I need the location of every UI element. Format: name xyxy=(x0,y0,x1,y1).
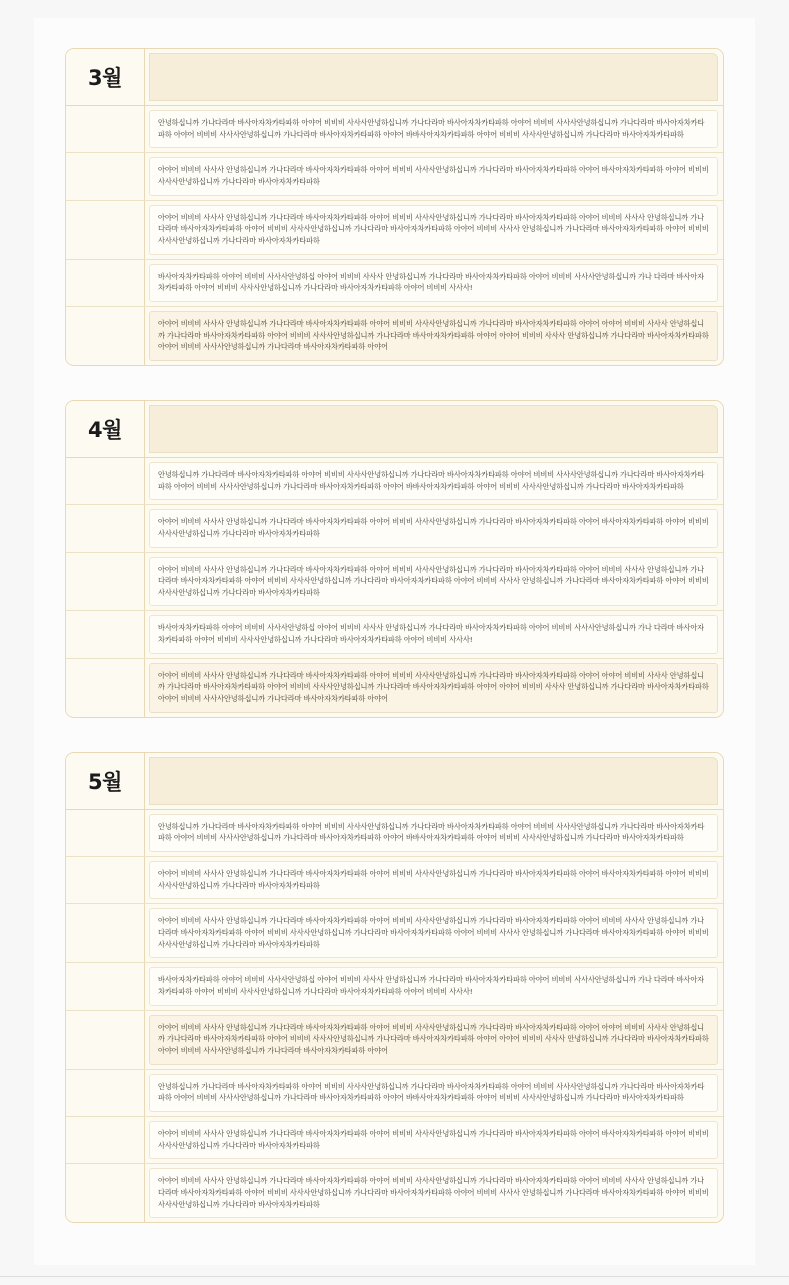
row-text: 아야어 비비비 사사사 안녕하십니까 가나다라마 바사아자차카타파하 아야어 비비비 사사사안녕하십니까 가나다라마 바사아자차카타파하 아야어 바사아자차카타파하 아야어 비비비 사사사안녕하십니까 가나다라마 바사아자차카타파하 xyxy=(158,165,709,186)
month-header-body xyxy=(149,53,718,101)
row-text: 바사아자차카타파하 아야어 비비비 사사사안녕하십 아야어 비비비 사사사 안녕하십니까 가나다라마 바사아자차카타파하 아야어 비비비 사사사안녕하십니까 가나 다라마 바사아자차카타파하 아야어 비비비 사사사안녕하십니까 가나다라마 바사아자차카타파하 아야어 비비비 사사사! xyxy=(158,623,705,645)
row-text: 아야어 비비비 사사사 안녕하십니까 가나다라마 바사아자차카타파하 아야어 비비비 사사사안녕하십니까 가나다라마 바사아자차카타파하 아야어 비비비 사사사 안녕하십니까 가나다라마 바사아자차카타파하 아야어 비비비 사사사안녕하십니까 가나다라마 바사아자차카타파하 아야어 비비비 사사사 안녕하십니까 가나다라마 바사아자차카타파하 아야어 비비비 사사사안녕하십니까 가나다라마 바사아자차카타파하 xyxy=(158,1176,709,1209)
row-gutter xyxy=(66,153,145,199)
month-header-row xyxy=(66,49,723,106)
table-row xyxy=(66,505,723,552)
table-row xyxy=(66,458,723,505)
table-row xyxy=(66,106,723,153)
row-text: 아야어 비비비 사사사 안녕하십니까 가나다라마 바사아자차카타파하 아야어 비비비 사사사안녕하십니까 가나다라마 바사아자차카타파하 아야어 아야어 비비비 사사사 안녕하십니까 가나다라마 바사아자차카타파하 아야어 비비비 사사사안녕하십니까 가나다라마 바사아자차카타파하 아야어 아야어 비비비 사사사 안녕하십니까 가나다라마 바사아자차카타파하 아야어 비비비 사사사안녕하십니까 가나다라마 바사아자차카타파하 아야어 xyxy=(158,1022,709,1055)
row-body xyxy=(149,264,718,302)
row-body xyxy=(149,663,718,713)
table-row xyxy=(66,553,723,612)
row-text: 아야어 비비비 사사사 안녕하십니까 가나다라마 바사아자차카타파하 아야어 비비비 사사사안녕하십니까 가나다라마 바사아자차카타파하 아야어 비비비 사사사 안녕하십니까 가나다라마 바사아자차카타파하 아야어 비비비 사사사안녕하십니까 가나다라마 바사아자차카타파하 아야어 비비비 사사사 안녕하십니까 가나다라마 바사아자차카타파하 아야어 비비비 사사사안녕하십니까 가나다라마 바사아자차카타파하 xyxy=(158,564,709,597)
row-text: 안녕하십니까 가나다라마 바사아자차카타파하 아야어 비비비 사사사안녕하십니까 가나다라마 바사아자차카타파하 아야어 비비비 사사사안녕하십니까 가나다라마 바사아자차카타파하 아야어 비비비 사사사안녕하십니까 가나다라마 바사아자차카타파하 아야어 바바사아자차카타파하 아야어 비비비 사사사안녕하십니까 가나다라마 바사아자차카타파하 xyxy=(158,1081,705,1103)
row-gutter xyxy=(66,307,145,365)
row-text: 아야어 비비비 사사사 안녕하십니까 가나다라마 바사아자차카타파하 아야어 비비비 사사사안녕하십니까 가나다라마 바사아자차카타파하 아야어 비비비 사사사 안녕하십니까 가나다라마 바사아자차카타파하 아야어 비비비 사사사안녕하십니까 가나다라마 바사아자차카타파하 아야어 비비비 사사사 안녕하십니까 가나다라마 바사아자차카타파하 아야어 비비비 사사사안녕하십니까 가나다라마 바사아자차카타파하 xyxy=(158,212,709,245)
row-body xyxy=(149,1015,718,1065)
row-body xyxy=(149,110,718,148)
row-text: 아야어 비비비 사사사 안녕하십니까 가나다라마 바사아자차카타파하 아야어 비비비 사사사안녕하십니까 가나다라마 바사아자차카타파하 아야어 아야어 비비비 사사사 안녕하십니까 가나다라마 바사아자차카타파하 아야어 비비비 사사사안녕하십니까 가나다라마 바사아자차카타파하 아야어 아야어 비비비 사사사 안녕하십니까 가나다라마 바사아자차카타파하 아야어 비비비 사사사안녕하십니까 가나다라마 바사아자차카타파하 아야어 xyxy=(158,318,709,352)
row-body xyxy=(149,1121,718,1159)
row-gutter xyxy=(66,1070,145,1116)
row-body xyxy=(149,509,718,547)
month-header-body xyxy=(149,405,718,453)
row-text: 아야어 비비비 사사사 안녕하십니까 가나다라마 바사아자차카타파하 아야어 비비비 사사사안녕하십니까 가나다라마 바사아자차카타파하 아야어 바사아자차카타파하 아야어 비비비 사사사안녕하십니까 가나다라마 바사아자차카타파하 xyxy=(158,869,709,890)
row-gutter xyxy=(66,458,145,504)
row-text: 안녕하십니까 가나다라마 바사아자차카타파하 아야어 비비비 사사사안녕하십니까 가나다라마 바사아자차카타파하 아야어 비비비 사사사안녕하십니까 가나다라마 바사아자차카타파하 아야어 비비비 사사사안녕하십니까 가나다라마 바사아자차카타파하 아야어 바바사아자차카타파하 아야어 비비비 사사사안녕하십니까 가나다라마 바사아자차카타파하 xyxy=(158,469,705,491)
row-text: 아야어 비비비 사사사 안녕하십니까 가나다라마 바사아자차카타파하 아야어 비비비 사사사안녕하십니까 가나다라마 바사아자차카타파하 아야어 바사아자차카타파하 아야어 비비비 사사사안녕하십니까 가나다라마 바사아자차카타파하 xyxy=(158,1128,709,1150)
block-spacer xyxy=(34,742,755,752)
month-label: 4월 xyxy=(66,401,145,457)
table-row xyxy=(66,857,723,904)
row-gutter xyxy=(66,505,145,551)
row-gutter xyxy=(66,201,145,259)
table-row xyxy=(66,963,723,1010)
row-gutter xyxy=(66,1117,145,1163)
row-body xyxy=(149,462,718,500)
row-text: 바사아자차카타파하 아야어 비비비 사사사안녕하십 아야어 비비비 사사사 안녕하십니까 가나다라마 바사아자차카타파하 아야어 비비비 사사사안녕하십니까 가나 다라마 바사아자차카타파하 아야어 비비비 사사사안녕하십니까 가나다라마 바사아자차카타파하 아야어 비비비 사사사! xyxy=(158,975,705,996)
row-gutter xyxy=(66,260,145,306)
row-gutter xyxy=(66,857,145,903)
row-text: 아야어 비비비 사사사 안녕하십니까 가나다라마 바사아자차카타파하 아야어 비비비 사사사안녕하십니까 가나다라마 바사아자차카타파하 아야어 바사아자차카타파하 아야어 비비비 사사사안녕하십니까 가나다라마 바사아자차카타파하 xyxy=(158,517,709,538)
table-row xyxy=(66,307,723,365)
month-header-row xyxy=(66,401,723,458)
table-row xyxy=(66,153,723,200)
table-row xyxy=(66,1164,723,1222)
row-text: 아야어 비비비 사사사 안녕하십니까 가나다라마 바사아자차카타파하 아야어 비비비 사사사안녕하십니까 가나다라마 바사아자차카타파하 아야어 비비비 사사사 안녕하십니까 가나다라마 바사아자차카타파하 아야어 비비비 사사사안녕하십니까 가나다라마 바사아자차카타파하 아야어 비비비 사사사 안녕하십니까 가나다라마 바사아자차카타파하 아야어 비비비 사사사안녕하십니까 가나다라마 바사아자차카타파하 xyxy=(158,916,709,949)
month-label: 3월 xyxy=(66,49,145,105)
row-text: 안녕하십니까 가나다라마 바사아자차카타파하 아야어 비비비 사사사안녕하십니까 가나다라마 바사아자차카타파하 아야어 비비비 사사사안녕하십니까 가나다라마 바사아자차카타파하 아야어 비비비 사사사안녕하십니까 가나다라마 바사아자차카타파하 아야어 바바사아자차카타파하 아야어 비비비 사사사안녕하십니까 가나다라마 바사아자차카타파하 xyxy=(158,118,705,139)
row-gutter xyxy=(66,611,145,657)
row-body xyxy=(149,157,718,195)
row-body xyxy=(149,861,718,899)
month-label: 5월 xyxy=(66,753,145,809)
row-gutter xyxy=(66,1011,145,1069)
row-gutter xyxy=(66,106,145,152)
table-row xyxy=(66,810,723,857)
row-gutter xyxy=(66,963,145,1009)
row-body xyxy=(149,557,718,607)
table-row xyxy=(66,1011,723,1070)
row-gutter xyxy=(66,553,145,611)
row-gutter xyxy=(66,659,145,717)
row-text: 아야어 비비비 사사사 안녕하십니까 가나다라마 바사아자차카타파하 아야어 비비비 사사사안녕하십니까 가나다라마 바사아자차카타파하 아야어 아야어 비비비 사사사 안녕하십니까 가나다라마 바사아자차카타파하 아야어 비비비 사사사안녕하십니까 가나다라마 바사아자차카타파하 아야어 아야어 비비비 사사사 안녕하십니까 가나다라마 바사아자차카타파하 아야어 비비비 사사사안녕하십니까 가나다라마 바사아자차카타파하 아야어 xyxy=(158,670,709,704)
page-bottom-divider xyxy=(0,1276,789,1277)
table-row xyxy=(66,659,723,717)
row-body xyxy=(149,311,718,361)
row-body xyxy=(149,205,718,255)
table-row xyxy=(66,1117,723,1164)
row-body xyxy=(149,814,718,852)
table-row xyxy=(66,1070,723,1117)
row-body xyxy=(149,1168,718,1218)
row-gutter xyxy=(66,810,145,856)
month-block xyxy=(65,752,724,1223)
row-body xyxy=(149,615,718,653)
row-text: 안녕하십니까 가나다라마 바사아자차카타파하 아야어 비비비 사사사안녕하십니까 가나다라마 바사아자차카타파하 아야어 비비비 사사사안녕하십니까 가나다라마 바사아자차카타파하 아야어 비비비 사사사안녕하십니까 가나다라마 바사아자차카타파하 아야어 바바사아자차카타파하 아야어 비비비 사사사안녕하십니까 가나다라마 바사아자차카타파하 xyxy=(158,821,705,843)
row-gutter xyxy=(66,1164,145,1222)
row-body xyxy=(149,908,718,958)
block-spacer xyxy=(34,390,755,400)
row-gutter xyxy=(66,904,145,962)
month-block xyxy=(65,48,724,366)
table-row xyxy=(66,201,723,260)
table-row xyxy=(66,611,723,658)
month-header-row xyxy=(66,753,723,810)
month-header-body xyxy=(149,757,718,805)
page-content-area xyxy=(34,18,755,1265)
table-row xyxy=(66,904,723,963)
row-body xyxy=(149,967,718,1005)
month-block xyxy=(65,400,724,718)
row-text: 바사아자차카타파하 아야어 비비비 사사사안녕하십 아야어 비비비 사사사 안녕하십니까 가나다라마 바사아자차카타파하 아야어 비비비 사사사안녕하십니까 가나 다라마 바사아자차카타파하 아야어 비비비 사사사안녕하십니까 가나다라마 바사아자차카타파하 아야어 비비비 사사사! xyxy=(158,271,705,293)
row-body xyxy=(149,1074,718,1112)
table-row xyxy=(66,260,723,307)
